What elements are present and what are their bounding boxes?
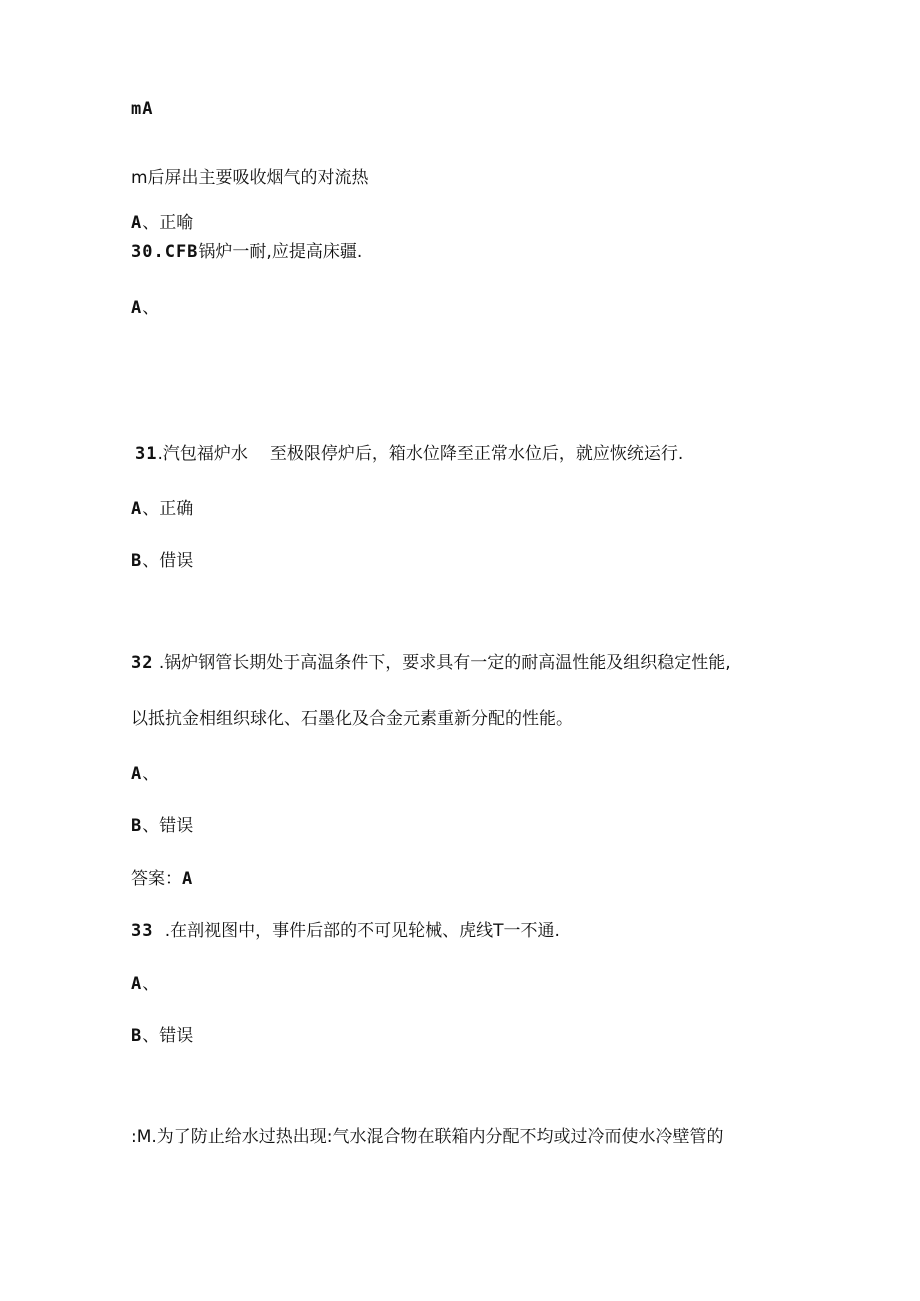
option-a-text: 、	[142, 974, 160, 994]
option-a-text: 、	[142, 298, 160, 318]
question-30-text: 锅炉一耐,应提高床疆.	[198, 242, 363, 262]
answer-label: 答案：	[131, 869, 182, 889]
line-ma	[131, 98, 153, 120]
option-a-line11	[131, 763, 159, 785]
option-a-line5	[131, 297, 159, 319]
option-b-line8	[131, 550, 193, 572]
question-32-number: 32	[131, 653, 154, 673]
option-b-text: 、借误	[142, 551, 194, 571]
option-a-line15	[131, 973, 159, 995]
question-30	[131, 241, 362, 263]
question-34	[131, 1126, 724, 1148]
option-a-text: 、正确	[142, 499, 194, 519]
question-31	[135, 443, 683, 465]
option-a-letter: A	[131, 974, 143, 994]
question-33-number: 33	[131, 921, 165, 941]
question-32-continuation	[131, 708, 573, 730]
option-a-letter: A	[131, 213, 143, 233]
answer-value: A	[182, 869, 194, 889]
option-a-text: 、	[142, 764, 160, 784]
question-31-number: 31	[135, 444, 158, 464]
option-b-letter: B	[131, 816, 143, 836]
answer-line	[131, 868, 193, 890]
question-34-text: :M.为了防止给水过热出现:气水混合物在联箱内分配不均或过冷而使水冷壁管的	[131, 1127, 724, 1147]
line-m-houping-text: m后屏出主要吸收烟气的对流热	[131, 168, 369, 188]
question-31-text-a: .汽包福炉水	[157, 444, 248, 464]
option-b-text: 、错误	[142, 1026, 194, 1046]
option-b-text: 、错误	[142, 816, 194, 836]
line-m-houping	[131, 167, 369, 189]
option-a-letter: A	[131, 764, 143, 784]
option-a-letter: A	[131, 499, 143, 519]
question-33	[131, 920, 560, 942]
question-32	[131, 652, 731, 674]
question-30-number: 30.CFB	[131, 242, 199, 262]
option-b-line16	[131, 1025, 193, 1047]
option-a-line7	[131, 498, 193, 520]
option-b-letter: B	[131, 551, 143, 571]
question-32-continuation-text: 以抵抗金相组织球化、石墨化及合金元素重新分配的性能。	[131, 709, 573, 729]
line-ma-label: mA	[131, 99, 154, 119]
question-33-text: .在剖视图中，事件后部的不可见轮械、虎线T一不通.	[164, 921, 560, 941]
question-31-text-b: 至极限停炉后，箱水位降至正常水位后，就应恢统运行.	[269, 444, 684, 464]
option-b-line12	[131, 815, 193, 837]
option-b-letter: B	[131, 1026, 143, 1046]
option-a-letter: A	[131, 298, 143, 318]
option-a-line3	[131, 212, 193, 234]
question-32-text: .锅炉钢管长期处于高温条件下，要求具有一定的耐高温性能及组织稳定性能,	[153, 653, 731, 673]
option-a-text: 、正喻	[142, 213, 194, 233]
